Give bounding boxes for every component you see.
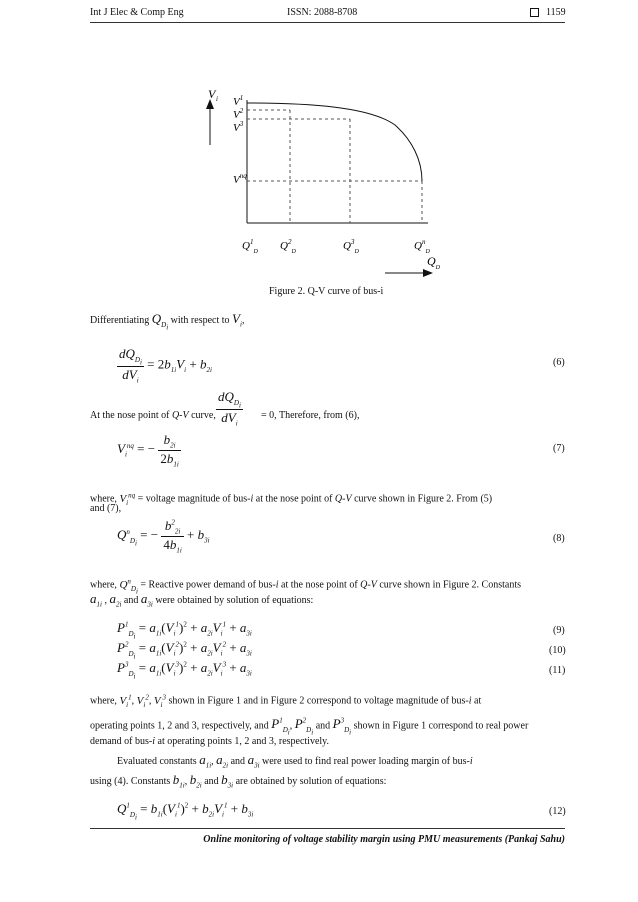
paragraph-6-line-2: using (4). Constants $b_{1i}$, $b_{2i}$ and $b_{3i}$ are obtained by solution of equations: [90,772,387,790]
nose-derivative: $\frac{dQ_{D_i}}{dV_i}$ [218,389,241,428]
paragraph-4-line-2: $a_{1i}$ , $a_{2i}$ and $a_{3i}$ were obtained by solution of equations: [90,591,314,609]
q1-label: $Q^1_D$ [242,238,258,255]
eq12-number: (12) [549,806,566,817]
eq8-number: (8) [553,533,565,544]
paragraph-1: Differentiating $Q_{D_i}$ with respect to $V_i$, [90,311,245,331]
y-axis-label: V [208,87,216,101]
eq10-number: (10) [549,645,566,656]
paragraph-5: where, $V_i^1$, $V_i^2$, $V_i^3$ shown in Figure 1 and in Figure 2 correspond to voltage magnitude of bus-i at [90,693,482,709]
eq7-number: (7) [553,443,565,454]
qn-label: $Q^n_D$ [414,238,430,255]
qv-curve [247,103,422,181]
equation-12: $Q^1_{D_i} = b_{1i}(V_i^1)^2 + b_{2i}V_i^1 + b_{3i}$ [117,801,254,821]
footer-text: Online monitoring of voltage stability margin using PMU measurements (Pankaj Sahu) [203,834,565,845]
equation-11: $P^3_{D_i} = a_{1i}(V_i^3)^2 + a_{2i}V_i^3 + a_{3i}$ [117,660,252,680]
equation-9: $P^1_{D_i} = a_{1i}(V_i^1)^2 + a_{2i}V_i^1 + a_{3i}$ [117,620,252,640]
v3-label: $V^3$ [233,120,244,134]
eq6-number: (6) [553,357,565,368]
v2-label: $V^2$ [233,107,244,121]
paragraph-4: where, $Q^n_{D_i}$ = Reactive power demand of bus-i at the nose point of Q-V curve shown in Figure 2. Constants [90,577,521,596]
eq9-number: (9) [553,625,565,636]
journal-name: Int J Elec & Comp Eng [90,7,184,18]
equation-10: $P^2_{D_i} = a_{1i}(V_i^2)^2 + a_{2i}V_i^2 + a_{3i}$ [117,640,252,660]
y-axis-sub: i [216,95,218,103]
issn: ISSN: 2088-8708 [287,7,358,18]
qv-curve-figure [200,85,470,280]
equation-8: $Q^n_{D_i}$ = − $\frac{b^2_{2i}}{4b_{1i}}$ + $b_{3i}$ [117,518,210,555]
header-rule [90,22,565,23]
v1-label: $V^1$ [233,94,244,108]
q3-label: $Q^3_D$ [343,238,359,255]
paragraph-3: where, $V_i^{nq}$ = voltage magnitude of bus-i at the nose point of Q-V curve shown in Figure 2. From (5) [90,491,493,507]
header-box-icon [530,7,539,18]
figure-caption: Figure 2. Q-V curve of bus-i [269,286,384,297]
x-axis-label: $Q_D$ [427,254,441,271]
page-number: 1159 [546,7,566,18]
paragraph-2-tail: = 0, Therefore, from (6), [261,410,360,421]
equation-7: $V_i^{nq}$ = − $\frac{b_{2i}}{2b_{1i}}$ [117,432,179,469]
paragraph-3-line-2: and (7), [90,503,122,514]
footer-rule [90,828,565,829]
eq11-number: (11) [549,665,566,676]
paragraph-6: Evaluated constants $a_{1i}$, $a_{2i}$ and $a_{3i}$ were used to find real power loading margin of bus-i [117,752,473,770]
vnq-label: $V^{nq}$ [233,172,247,186]
x-axis-arrowhead [423,269,433,277]
q2-label: $Q^2_D$ [280,238,296,255]
paragraph-5-line-3: demand of bus-i at operating points 1, 2 and 3, respectively. [90,736,330,747]
paragraph-5-line-2: operating points 1, 2 and 3, respectively, and $P^1_{D_i}$, $P^2_{D_i}$ and $P^3_{D_i}$ shown in Figure 1 correspond to real power [90,716,529,737]
equation-6: $\frac{dQ_{D_i}}{dV_i}$ = $2b_{1i}V_i + b_{2i}$ [119,346,212,385]
paragraph-2: At the nose point of Q-V curve, [90,410,216,421]
